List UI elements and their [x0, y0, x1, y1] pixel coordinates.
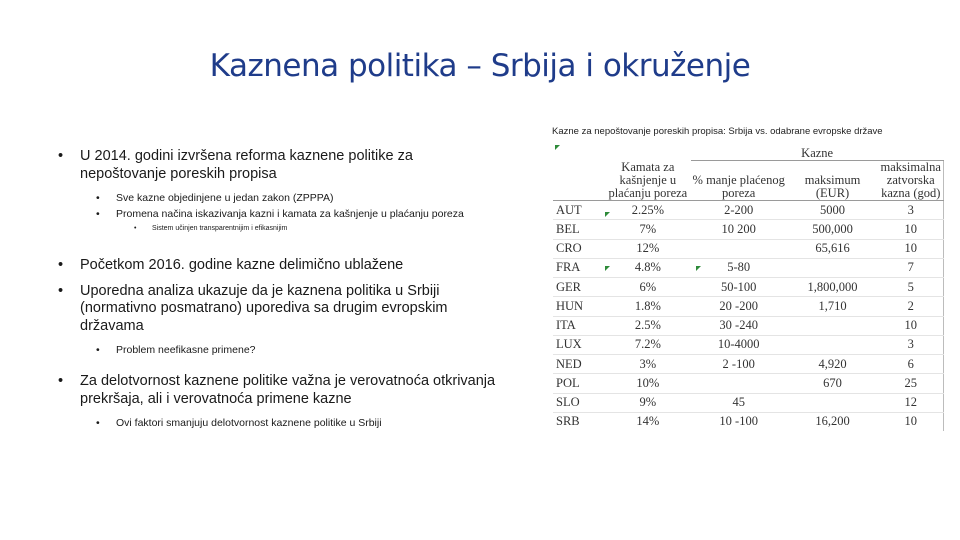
bullet-item: • U 2014. godini izvršena reforma kaznene politike za nepoštovanje poreskih propisa [58, 148, 498, 183]
table-cell: 14% [636, 414, 660, 429]
table-cell: GER [553, 278, 605, 297]
table-cell: 2 -100 [691, 355, 787, 374]
table-cell: 3% [605, 355, 691, 374]
table-cell [787, 393, 879, 412]
table-cell: 25 [878, 374, 943, 393]
table-row [553, 412, 944, 431]
table-cell: NED [553, 355, 605, 374]
cell-comment-marker-icon [555, 145, 560, 150]
table-header-cell: maksimum (EUR) [787, 161, 879, 201]
penalties-table [553, 144, 944, 431]
table-row [553, 374, 944, 393]
table-row [553, 201, 944, 220]
table-row [553, 258, 944, 277]
table-cell: 20 -200 [691, 297, 787, 316]
table-cell: AUT [553, 201, 605, 220]
table-row [553, 278, 944, 297]
table-cell: 6 [878, 355, 943, 374]
table-cell: 2.25% [605, 201, 691, 220]
table-cell: 7% [605, 220, 691, 239]
cell-comment-marker-icon [696, 266, 701, 271]
sub-bullet-item: • Problem neefikasne primene? [96, 343, 498, 357]
sub-bullet-item: • Promena načina iskazivanja kazni i kamata za kašnjenje u plaćanju poreza [96, 207, 498, 221]
cell-comment-marker-icon [605, 212, 610, 217]
table-cell: CRO [553, 239, 605, 258]
sub-bullet-item: • Ovi faktori smanjuju delotvornost kaznene politike u Srbiji [96, 416, 498, 430]
table-cell: 2.5% [605, 316, 691, 335]
table-cell: 4.8% [605, 258, 691, 277]
table-cell [691, 374, 787, 393]
table-cell [787, 316, 879, 335]
sub-sub-bullet-item: • Sistem učinjen transparentnijim i efikasnijim [134, 223, 498, 235]
table-cell: 10-4000 [691, 335, 787, 354]
table-cell: 10 [878, 220, 943, 239]
bullet-item: • Za delotvornost kaznene politike važna je verovatnoća otkrivanja prekršaja, ali i verovatnoća primene kazne [58, 373, 498, 408]
table-cell: 10 -100 [719, 414, 758, 429]
table-cell: 30 -240 [691, 316, 787, 335]
table-header-cell: Kamata za kašnjenje u plaćanju poreza [605, 161, 691, 201]
table-cell: HUN [553, 297, 605, 316]
table-cell: 50-100 [691, 278, 787, 297]
table-cell: 65,616 [787, 239, 879, 258]
table-cell: 7 [878, 258, 943, 277]
table-cell: 2-200 [691, 201, 787, 220]
table-cell: 45 [691, 393, 787, 412]
cell-comment-marker-icon [605, 266, 610, 271]
bullet-item: • Početkom 2016. godine kazne delimično ublažene [58, 257, 498, 275]
table-row [553, 393, 944, 412]
sub-bullet-item: • Sve kazne objedinjene u jedan zakon (ZPPPA) [96, 191, 498, 205]
table-cell: 10 [878, 316, 943, 335]
table-cell: 500,000 [787, 220, 879, 239]
table-row [553, 316, 944, 335]
table-cell: 2 [878, 297, 943, 316]
table-header-cell: % manje plaćenog poreza [691, 161, 787, 201]
table-cell: 10 200 [691, 220, 787, 239]
table-cell: 4,920 [787, 355, 879, 374]
table-cell [787, 258, 879, 277]
table-cell: FRA [553, 258, 605, 277]
table-cell: 1,710 [787, 297, 879, 316]
table-cell: SRB [556, 414, 580, 429]
table-cell: 5000 [787, 201, 879, 220]
table-row [553, 239, 944, 258]
table-cell: POL [553, 374, 605, 393]
table-row [553, 220, 944, 239]
table-cell: 16,200 [815, 414, 850, 429]
table-cell [787, 335, 879, 354]
bullet-list [58, 148, 498, 432]
table-cell: 6% [605, 278, 691, 297]
table-cell: BEL [553, 220, 605, 239]
bullet-item: • Uporedna analiza ukazuje da je kaznena politika u Srbiji (normativno posmatrano) uporediva sa drugim evropskim državama [58, 283, 498, 336]
table-row [553, 335, 944, 354]
table-cell [691, 239, 787, 258]
table-caption: Kazne za nepoštovanje poreskih propisa: Srbija vs. odabrane evropske države [552, 126, 883, 137]
table-cell: 670 [787, 374, 879, 393]
table-cell: 12 [878, 393, 943, 412]
table-cell: 10 [878, 412, 943, 431]
table-cell: 7.2% [605, 335, 691, 354]
table-cell: LUX [553, 335, 605, 354]
table-cell: SLO [553, 393, 605, 412]
table-cell: 9% [605, 393, 691, 412]
table-row [553, 297, 944, 316]
table-cell: 10 [878, 239, 943, 258]
table-header-cell [553, 161, 605, 201]
table-cell: 3 [878, 201, 943, 220]
table-cell: 5-80 [691, 258, 787, 277]
table-cell: 1,800,000 [787, 278, 879, 297]
table-header-cell: maksimalna zatvorska kazna (god) [878, 161, 943, 201]
slide-title: Kaznena politika – Srbija i okruženje [209, 48, 751, 84]
table-group-header: Kazne [691, 144, 944, 161]
table-cell: 3 [878, 335, 943, 354]
table-cell: 5 [878, 278, 943, 297]
table-cell: 1.8% [605, 297, 691, 316]
table-row [553, 355, 944, 374]
table-cell: ITA [553, 316, 605, 335]
table-cell: 12% [605, 239, 691, 258]
table-cell: 10% [605, 374, 691, 393]
